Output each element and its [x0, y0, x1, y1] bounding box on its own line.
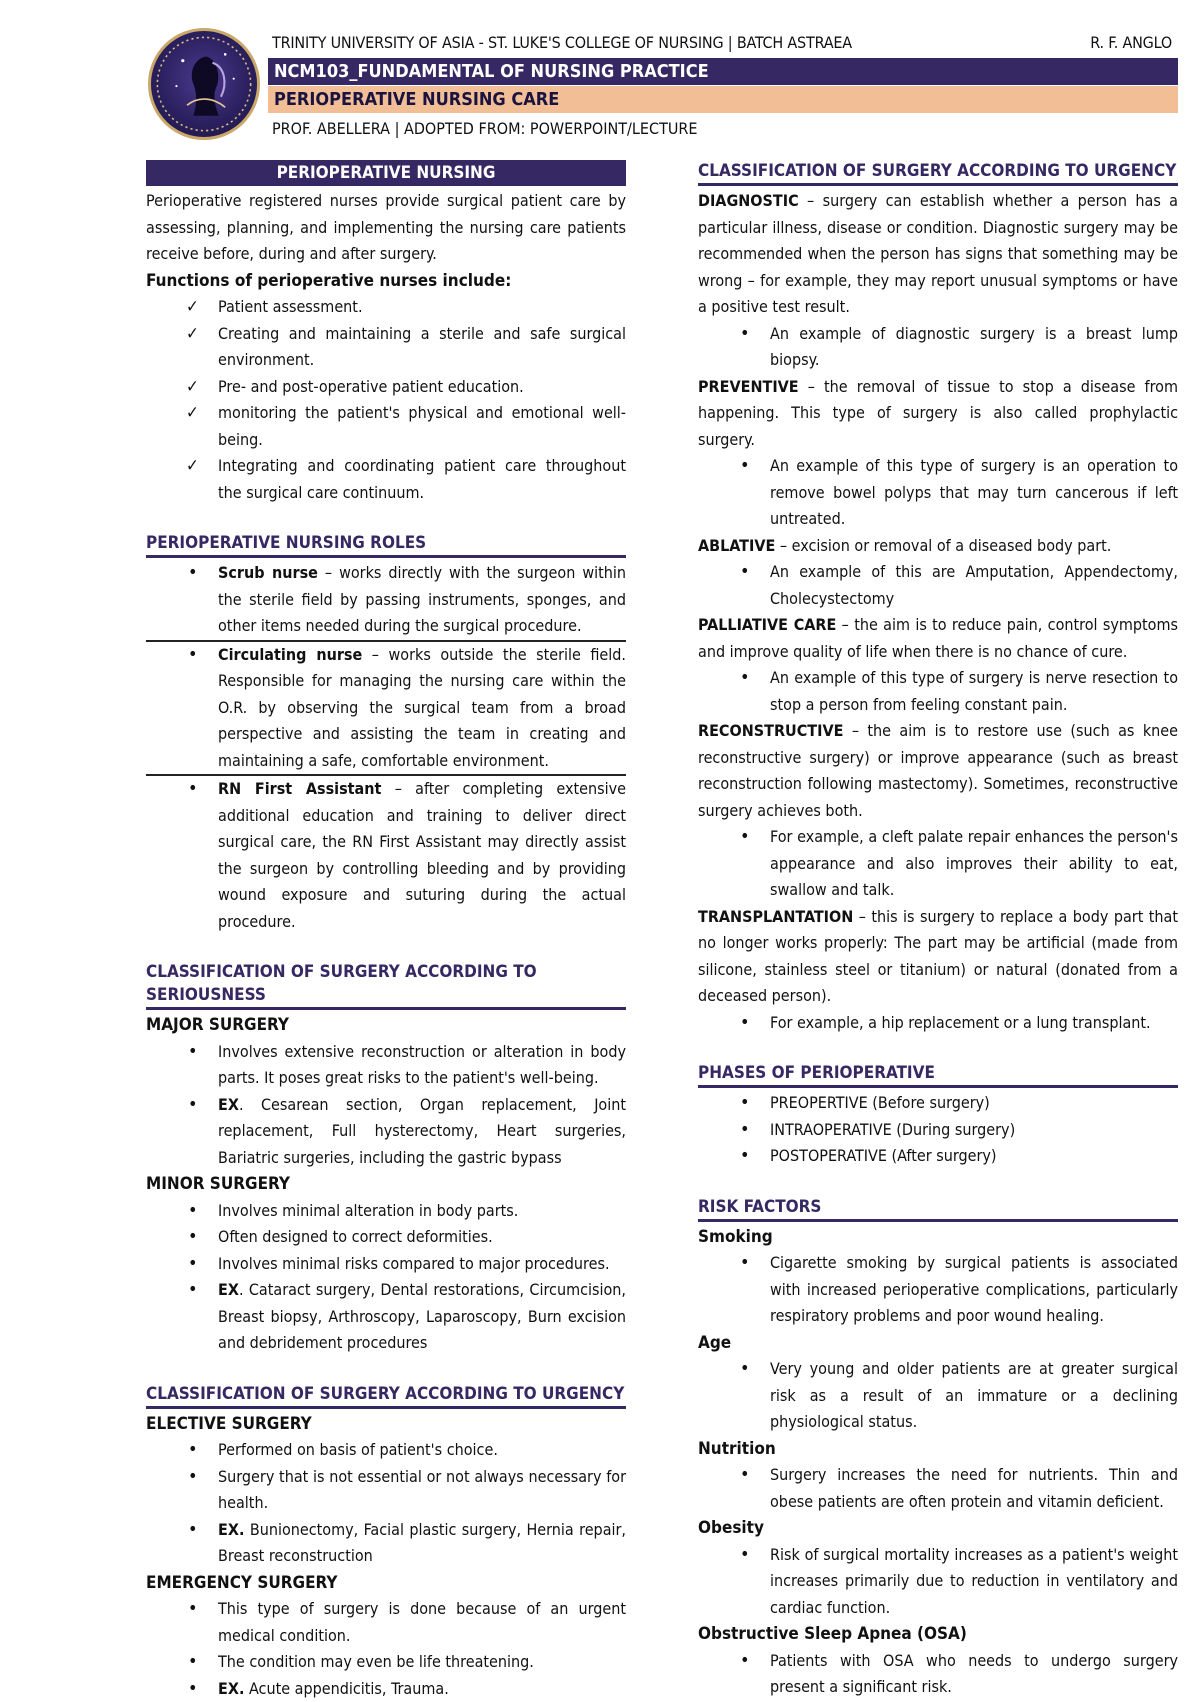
surgery-example-list	[698, 321, 1178, 374]
surgery-example-list	[698, 559, 1178, 612]
item-text: The condition may even be life threatening.	[218, 1652, 534, 1671]
perioperative-nursing-heading: PERIOPERATIVE NURSING	[146, 160, 626, 186]
surgery-type-term: PALLIATIVE CARE	[698, 615, 836, 634]
minor-surgery-list	[146, 1198, 626, 1357]
perioperative-intro: Perioperative registered nurses provide surgical patient care by assessing, planning, and implementing the nursing care patients receive before, during and after surgery.	[146, 188, 626, 268]
surgery-type-entry	[698, 533, 1178, 560]
surgery-example-list	[698, 453, 1178, 533]
list-item	[146, 776, 626, 935]
role-description: – after completing extensive additional education and training to deliver direct surgical care, the RN First Assistant may directly assist the surgeon by controlling bleeding and by providing wound exposure and suturing during the actual procedure.	[218, 779, 626, 931]
list-item: • Very young and older patients are at greater surgical risk as a result of an immature or a declining physiological status.	[698, 1356, 1178, 1436]
left-column	[146, 160, 626, 1702]
list-item	[146, 1224, 626, 1251]
list-item: • For example, a cleft palate repair enhances the person's appearance and also improves their ability to eat, swallow and talk.	[698, 824, 1178, 904]
list-item	[146, 1437, 626, 1464]
list-item: • An example of this are Amputation, Appendectomy, Cholecystectomy	[698, 559, 1178, 612]
risk-factor-name: Age	[698, 1330, 1178, 1357]
surgery-type-term: ABLATIVE	[698, 536, 775, 555]
list-item: • For example, a hip replacement or a lung transplant.	[698, 1010, 1178, 1037]
surgery-type-term: PREVENTIVE	[698, 377, 799, 396]
surgery-type-description: – the aim is to reduce pain, control symptoms and improve quality of life when there is no chance of cure.	[698, 615, 1178, 661]
list-item: ✓ Creating and maintaining a sterile and safe surgical environment.	[146, 321, 626, 374]
role-description: – works outside the sterile field. Responsible for managing the nursing care within the O.R. by observing the surgical team from a broad perspective and assisting the team in creating and maintaining a safe, comfortable environment.	[218, 645, 626, 770]
batch-logo-icon	[148, 28, 260, 140]
item-term: EX.	[218, 1520, 244, 1539]
item-text: Involves extensive reconstruction or alteration in body parts. It poses great risks to the patient's well-being.	[218, 1042, 626, 1088]
list-item: • POSTOPERATIVE (After surgery)	[698, 1143, 1178, 1170]
urgency-heading: CLASSIFICATION OF SURGERY ACCORDING TO URGENCY	[146, 1383, 626, 1409]
surgery-type-entry	[698, 904, 1178, 1010]
phases-list	[698, 1090, 1178, 1170]
right-column	[698, 160, 1178, 1701]
list-item: • An example of diagnostic surgery is a breast lump biopsy.	[698, 321, 1178, 374]
item-text: Often designed to correct deformities.	[218, 1227, 493, 1246]
list-item: • Cigarette smoking by surgical patients is associated with increased perioperative complications, particularly respiratory problems and poor wound healing.	[698, 1250, 1178, 1330]
list-item: ✓ Integrating and coordinating patient care throughout the surgical care continuum.	[146, 453, 626, 506]
item-text: Surgery that is not essential or not always necessary for health.	[218, 1467, 626, 1513]
risk-factor-list	[698, 1250, 1178, 1330]
item-term: EX.	[218, 1679, 244, 1698]
topic-title-band: PERIOPERATIVE NURSING CARE	[268, 86, 1178, 113]
list-item	[146, 1039, 626, 1092]
surgery-type-term: RECONSTRUCTIVE	[698, 721, 843, 740]
item-text: . Cataract surgery, Dental restorations, Circumcision, Breast biopsy, Arthroscopy, Laparoscopy, Burn excision and debridement procedures	[218, 1280, 626, 1352]
course-title-band: NCM103_FUNDAMENTAL OF NURSING PRACTICE	[268, 58, 1178, 85]
list-item	[146, 1464, 626, 1517]
item-text: . Cesarean section, Organ replacement, Joint replacement, Full hysterectomy, Heart surgeries, Bariatric surgeries, including the gastric bypass	[218, 1095, 626, 1167]
item-text: Performed on basis of patient's choice.	[218, 1440, 498, 1459]
list-item: ✓ Patient assessment.	[146, 294, 626, 321]
surgery-type-entry	[698, 718, 1178, 824]
author-label: R. F. ANGLO	[1090, 33, 1172, 52]
surgery-type-entry	[698, 374, 1178, 454]
seriousness-heading: CLASSIFICATION OF SURGERY ACCORDING TO SERIOUSNESS	[146, 961, 626, 1010]
urgency-types-heading: CLASSIFICATION OF SURGERY ACCORDING TO URGENCY	[698, 160, 1178, 186]
list-item	[146, 1092, 626, 1172]
item-text: Involves minimal risks compared to major procedures.	[218, 1254, 610, 1273]
list-item: • Patients with OSA who needs to undergo surgery present a significant risk.	[698, 1648, 1178, 1701]
surgery-type-description: – surgery can establish whether a person has a particular illness, disease or condition. Diagnostic surgery may be recommended when the person has signs that something may be wrong – for example, they may report unusual symptoms or have a positive test result.	[698, 191, 1178, 316]
list-item	[146, 560, 626, 642]
surgery-type-description: – this is surgery to replace a body part that no longer works properly: The part may be artificial (made from silicone, stainless steel or titanium) or natural (donated from a deceased person).	[698, 907, 1178, 1006]
list-item: ✓ Pre- and post-operative patient education.	[146, 374, 626, 401]
list-item: ✓ monitoring the patient's physical and emotional well-being.	[146, 400, 626, 453]
surgery-example-list	[698, 824, 1178, 904]
emergency-surgery-heading: EMERGENCY SURGERY	[146, 1570, 626, 1597]
surgery-example-list	[698, 665, 1178, 718]
list-item	[146, 1277, 626, 1357]
major-surgery-list	[146, 1039, 626, 1172]
list-item: • Surgery increases the need for nutrients. Thin and obese patients are often protein and vitamin deficient.	[698, 1462, 1178, 1515]
surgery-type-description: – the removal of tissue to stop a disease from happening. This type of surgery is also called prophylactic surgery.	[698, 377, 1178, 449]
item-text: Involves minimal alteration in body parts.	[218, 1201, 518, 1220]
list-item	[146, 1676, 626, 1702]
risk-factor-name: Nutrition	[698, 1436, 1178, 1463]
list-item	[146, 1251, 626, 1278]
role-description: – works directly with the surgeon within the sterile field by passing instruments, sponges, and other items needed during the surgical procedure.	[218, 563, 626, 635]
elective-surgery-list	[146, 1437, 626, 1570]
list-item: • INTRAOPERATIVE (During surgery)	[698, 1117, 1178, 1144]
list-item: • Risk of surgical mortality increases as a patient's weight increases primarily due to reduction in ventilatory and cardiac function.	[698, 1542, 1178, 1622]
elective-surgery-heading: ELECTIVE SURGERY	[146, 1411, 626, 1438]
risk-factor-list	[698, 1462, 1178, 1515]
role-term: RN First Assistant	[218, 779, 381, 798]
risk-factor-list	[698, 1542, 1178, 1622]
role-term: Scrub nurse	[218, 563, 318, 582]
header-top-line	[272, 33, 1172, 55]
list-item	[146, 642, 626, 777]
surgery-type-description: – the aim is to restore use (such as knee reconstructive surgery) or improve appearance (such as breast reconstruction following mastectomy). Sometimes, reconstructive surgery achieves both.	[698, 721, 1178, 820]
list-item: • An example of this type of surgery is nerve resection to stop a person from feeling constant pain.	[698, 665, 1178, 718]
item-text: This type of surgery is done because of an urgent medical condition.	[218, 1599, 626, 1645]
emergency-surgery-list	[146, 1596, 626, 1702]
surgery-type-entry	[698, 612, 1178, 665]
list-item: • An example of this type of surgery is an operation to remove bowel polyps that may turn cancerous if left untreated.	[698, 453, 1178, 533]
list-item	[146, 1198, 626, 1225]
list-item	[146, 1596, 626, 1649]
phases-heading: PHASES OF PERIOPERATIVE	[698, 1062, 1178, 1088]
item-text: Acute appendicitis, Trauma.	[244, 1679, 448, 1698]
minor-surgery-heading: MINOR SURGERY	[146, 1171, 626, 1198]
item-term: EX	[218, 1280, 239, 1299]
functions-heading: Functions of perioperative nurses include:	[146, 268, 626, 295]
surgery-type-term: TRANSPLANTATION	[698, 907, 853, 926]
surgery-type-description: – excision or removal of a diseased body part.	[775, 536, 1111, 555]
nursing-roles-heading: PERIOPERATIVE NURSING ROLES	[146, 532, 626, 558]
risk-factor-list	[698, 1648, 1178, 1701]
list-item: • PREOPERTIVE (Before surgery)	[698, 1090, 1178, 1117]
functions-list	[146, 294, 626, 506]
school-batch-label: TRINITY UNIVERSITY OF ASIA - ST. LUKE'S COLLEGE OF NURSING | BATCH ASTRAEA	[272, 33, 852, 52]
list-item	[146, 1649, 626, 1676]
risk-factor-list	[698, 1356, 1178, 1436]
major-surgery-heading: MAJOR SURGERY	[146, 1012, 626, 1039]
risk-factors-heading: RISK FACTORS	[698, 1196, 1178, 1222]
professor-source-label: PROF. ABELLERA | ADOPTED FROM: POWERPOINT/LECTURE	[272, 119, 698, 138]
nursing-roles-list	[146, 560, 626, 935]
role-term: Circulating nurse	[218, 645, 362, 664]
risk-factor-name: Obstructive Sleep Apnea (OSA)	[698, 1621, 1178, 1648]
item-term: EX	[218, 1095, 239, 1114]
list-item	[146, 1517, 626, 1570]
surgery-type-entry	[698, 188, 1178, 321]
surgery-example-list	[698, 1010, 1178, 1037]
surgery-type-term: DIAGNOSTIC	[698, 191, 799, 210]
risk-factor-name: Obesity	[698, 1515, 1178, 1542]
risk-factor-name: Smoking	[698, 1224, 1178, 1251]
item-text: Bunionectomy, Facial plastic surgery, Hernia repair, Breast reconstruction	[218, 1520, 626, 1566]
